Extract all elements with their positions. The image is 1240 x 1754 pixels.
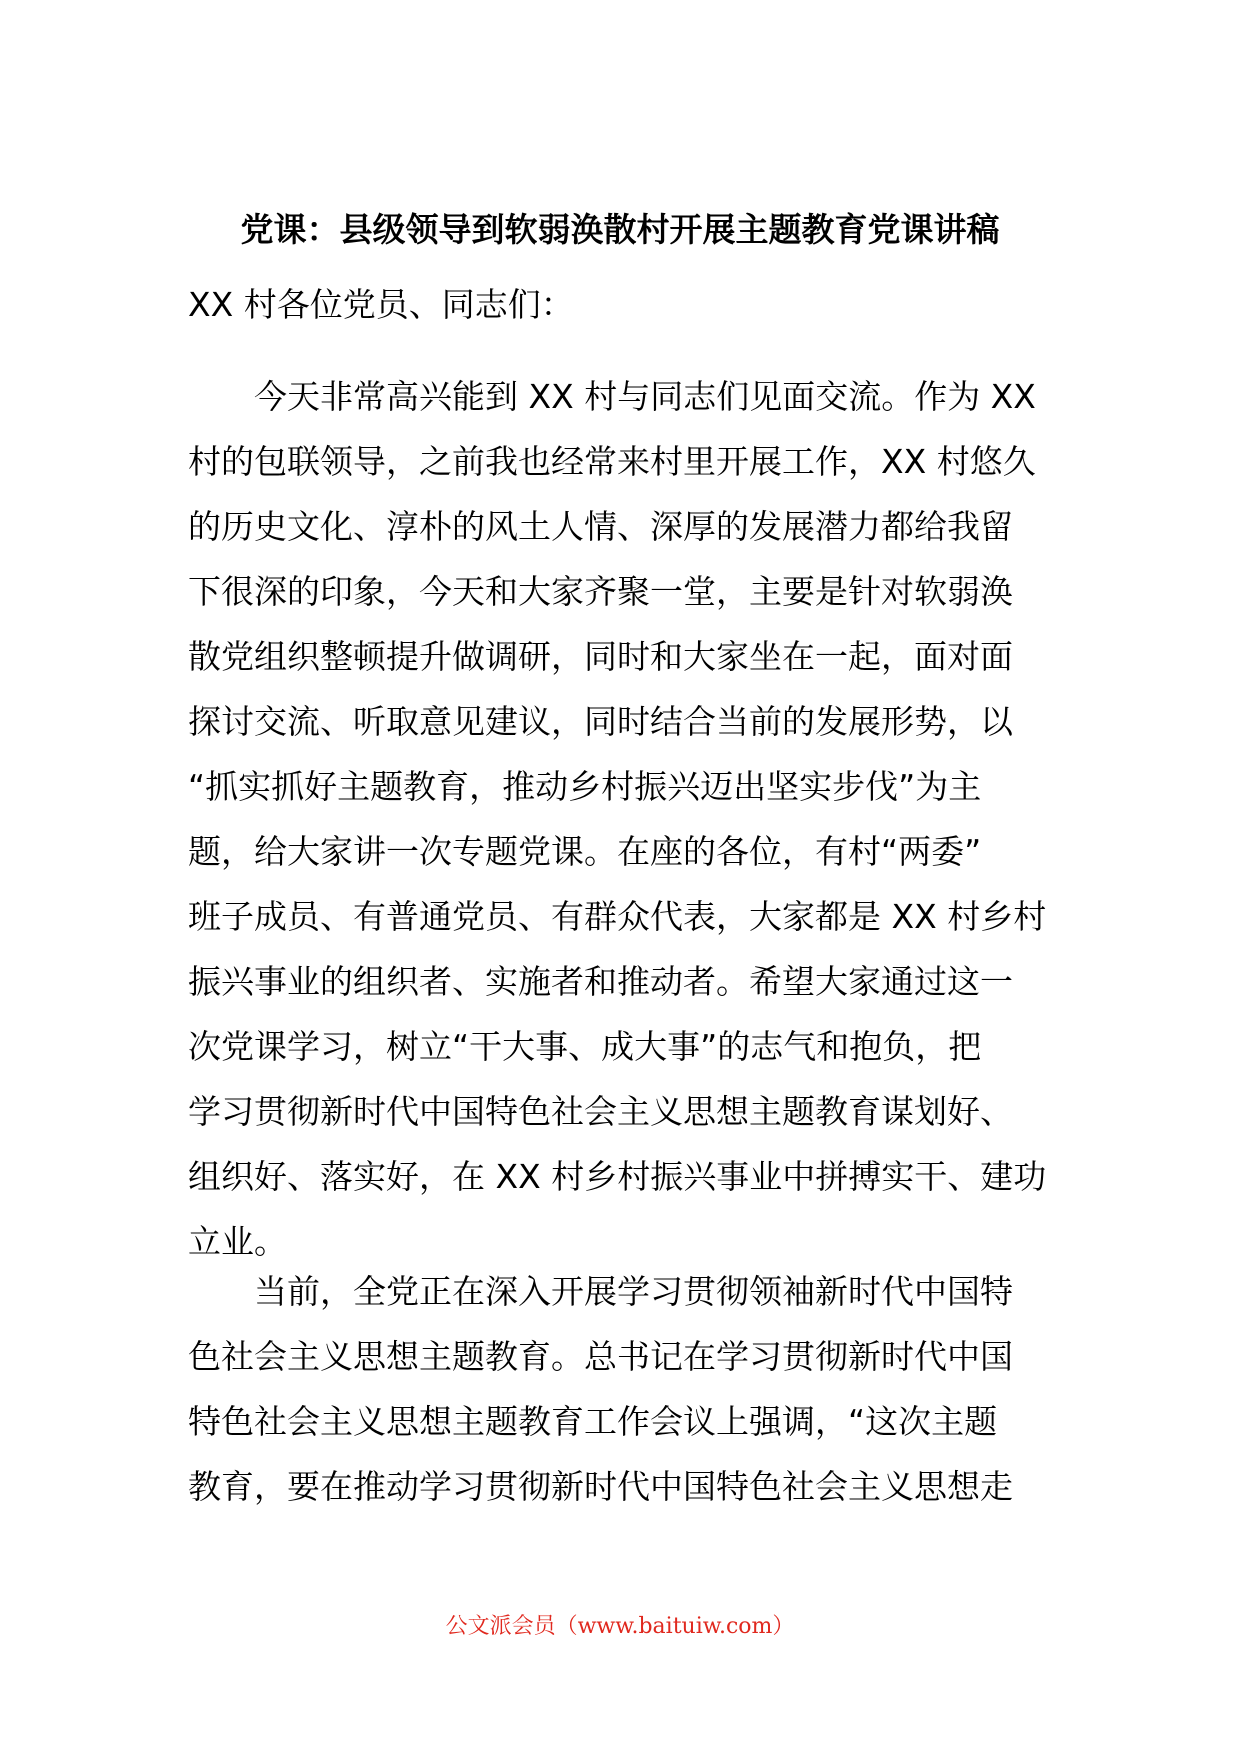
paragraph-line: 散党组织整顿提升做调研，同时和大家坐在一起，面对面 [188,637,1013,676]
paragraph-line: 组织好、落实好，在 XX 村乡村振兴事业中拼搏实干、建功 [188,1157,1047,1196]
paragraph-line: 立业。 [188,1222,287,1261]
paragraph-line: 的历史文化、淳朴的风土人情、深厚的发展潜力都给我留 [188,507,1013,546]
paragraph-line: 次党课学习，树立“干大事、成大事”的志气和抱负，把 [188,1027,982,1066]
paragraph-line: 班子成员、有普通党员、有群众代表，大家都是 XX 村乡村 [188,897,1047,936]
paragraph-2 [188,1259,1052,1519]
paragraph-line: 今天非常高兴能到 XX 村与同志们见面交流。作为 XX [254,377,1036,416]
paragraph-line: 振兴事业的组织者、实施者和推动者。希望大家通过这一 [188,962,1013,1001]
paragraph-line: 特色社会主义思想主题教育工作会议上强调，“这次主题 [188,1402,998,1441]
paragraph-line: 当前，全党正在深入开展学习贯彻领袖新时代中国特 [254,1272,1013,1311]
paragraph-line: 学习贯彻新时代中国特色社会主义思想主题教育谋划好、 [188,1092,1013,1131]
paragraph-line: 下很深的印象，今天和大家齐聚一堂，主要是针对软弱涣 [188,572,1013,611]
paragraph-line: 题，给大家讲一次专题党课。在座的各位，有村“两委” [188,832,982,871]
paragraph-line: 探讨交流、听取意见建议，同时结合当前的发展形势，以 [188,702,1013,741]
paragraph-line: 色社会主义思想主题教育。总书记在学习贯彻新时代中国 [188,1337,1013,1376]
footer-watermark: 公文派会员（www.baituiw.com） [445,1614,795,1639]
greeting-line: XX 村各位党员、同志们： [188,285,574,324]
paragraph-line: 村的包联领导，之前我也经常来村里开展工作，XX 村悠久 [188,442,1036,481]
paragraph-1 [188,364,1052,1274]
paragraph-line: 教育，要在推动学习贯彻新时代中国特色社会主义思想走 [188,1467,1013,1506]
document-title: 党课：县级领导到软弱涣散村开展主题教育党课讲稿 [240,210,1000,249]
paragraph-line: “抓实抓好主题教育，推动乡村振兴迈出坚实步伐”为主 [188,767,982,806]
